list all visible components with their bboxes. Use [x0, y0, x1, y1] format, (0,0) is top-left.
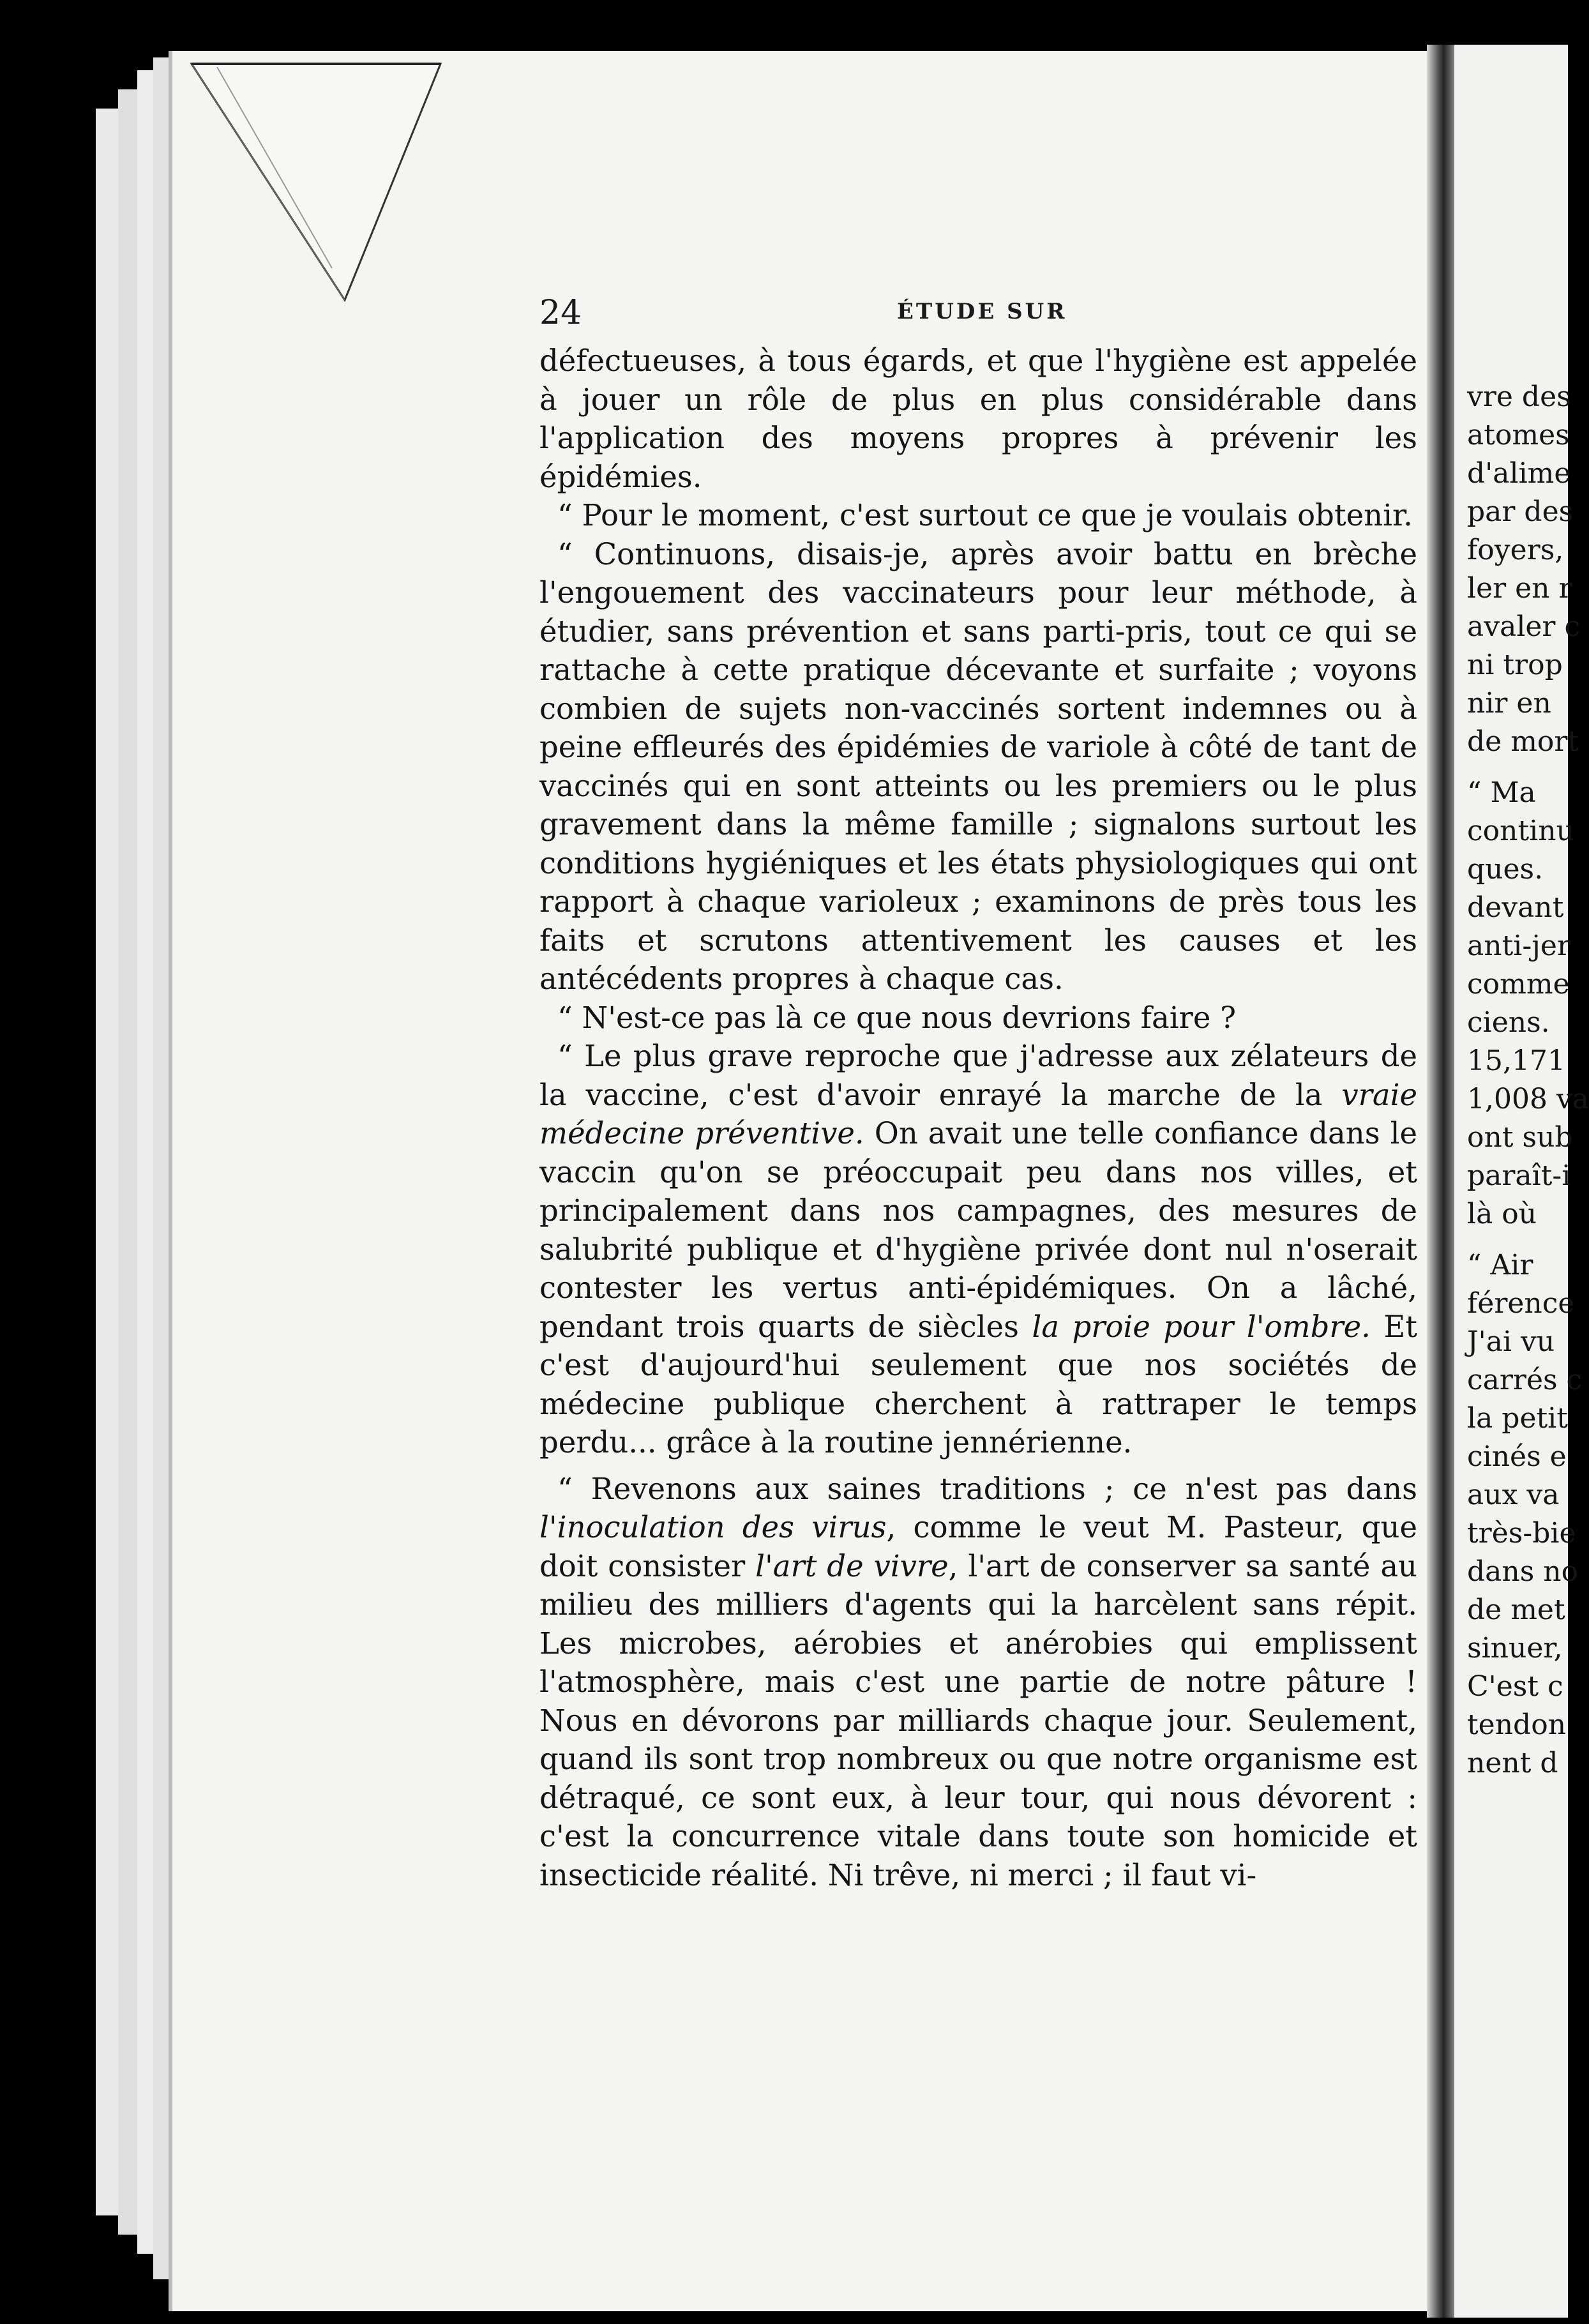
right-page-text-fragments	[1467, 378, 1589, 1783]
folded-corner-icon	[0, 0, 485, 332]
right-page-line: atomes	[1467, 419, 1570, 451]
paragraph-text: On avait une telle confiance dans le vaccin qu'on se préoccupait peu dans nos villes, et principalement dans nos campagnes, des mesures de salubrité publique et d'hygiène privée dont nul n'oserait contester les vertus anti-épidémiques. On a lâché, pendant trois quarts de siècles	[539, 1116, 1417, 1344]
right-page-line: 1,008 va	[1467, 1083, 1589, 1115]
right-page-line: très-bie	[1467, 1517, 1576, 1550]
right-page-line: J'ai vu	[1467, 1325, 1555, 1358]
right-page-line: là où	[1467, 1198, 1537, 1230]
spacer	[1467, 761, 1576, 774]
right-page-line: carrés c	[1467, 1364, 1583, 1396]
right-page-line: dans no	[1467, 1555, 1579, 1588]
paragraph-text: “ Le plus grave reproche que j'adresse aux zélateurs de la vaccine, c'est d'avoir enrayé la marche de la	[539, 1039, 1417, 1112]
right-page-line: comme	[1467, 968, 1570, 1000]
right-page-line: ciens.	[1467, 1006, 1550, 1039]
right-page-line: “ Air	[1467, 1249, 1533, 1281]
paragraph-text: Et c'est d'aujourd'hui seulement que nos sociétés de médecine publique cherchent à rattraper le temps perdu... grâce à la routine jennérienne.	[539, 1309, 1417, 1460]
page-number: 24	[539, 294, 582, 332]
paragraph-text: , comme le veut M. Pasteur, que doit consister	[539, 1510, 1417, 1583]
right-page-line: nir en	[1467, 687, 1551, 720]
italic-text: l'inoculation des virus	[539, 1510, 887, 1544]
right-page-line: foyers,	[1467, 534, 1564, 566]
italic-text: vraie médecine préventive.	[539, 1077, 1417, 1151]
running-title: ÉTUDE SUR	[897, 299, 1067, 324]
right-page-line: d'alime	[1467, 457, 1571, 490]
paragraph-text: “ Revenons aux saines traditions ; ce n'est pas dans	[557, 1471, 1417, 1506]
right-page-line: “ Ma	[1467, 776, 1536, 809]
paragraph: défectueuses, à tous égards, et que l'hygiène est appelée à jouer un rôle de plus en plus considérable dans l'application des moyens propres à prévenir les épidémies.	[539, 343, 1417, 494]
italic-text: l'art de vivre	[755, 1548, 949, 1583]
paragraph	[539, 1470, 1417, 1895]
paragraph	[539, 1037, 1417, 1462]
spacer	[1467, 1234, 1576, 1246]
body-text	[539, 342, 1417, 1894]
right-page-line: ont sub	[1467, 1121, 1573, 1154]
paragraph-text: , l'art de conserver sa santé au milieu des milliers d'agents qui la harcèlent sans répit. Les microbes, aérobies et anérobies qui emplissent l'atmosphère, mais c'est une partie de notre pâture ! Nous en dévorons par milliards chaque jour. Seulement, quand ils sont trop nombreux ou que notre organisme est détraqué, ce sont eux, à leur tour, qui nous dévorent : c'est la concurrence vitale dans toute son homicide et insecticide réalité. Ni trêve, ni merci ; il faut vi-	[539, 1548, 1417, 1892]
right-page-line: devant	[1467, 891, 1564, 924]
right-page-line: par des	[1467, 495, 1574, 528]
right-page-line: nent d	[1467, 1747, 1558, 1779]
right-page-line: de met	[1467, 1594, 1565, 1626]
right-page-line: cinés e	[1467, 1440, 1567, 1473]
right-page-line: ni trop	[1467, 649, 1563, 681]
right-page-line: ques.	[1467, 853, 1544, 886]
right-page-line: vre des	[1467, 381, 1571, 413]
right-page-line: férence	[1467, 1287, 1575, 1320]
right-page-line: anti-jer	[1467, 930, 1570, 962]
right-page-line: aux va	[1467, 1479, 1560, 1511]
right-page-line: C'est c	[1467, 1670, 1563, 1703]
page-header	[539, 294, 1420, 338]
book-gutter	[1427, 45, 1455, 2318]
right-page-line: paraît-i	[1467, 1159, 1571, 1192]
paragraph: “ Continuons, disais-je, après avoir battu en brèche l'engouement des vaccinateurs pour leur méthode, à étudier, sans prévention et sans parti-pris, tout ce qui se rattache à cette pratique décevante et surfaite ; voyons combien de sujets non-vaccinés sortent indemnes ou à peine effleurés des épidémies de variole à côté de tant de vaccinés qui en sont atteints ou les premiers ou le plus gravement dans la même famille ; signalons surtout les conditions hygiéniques et les états physiologiques qui ont rapport à chaque varioleux ; examinons de près tous les faits et scrutons attentivement les causes et les antécédents propres à chaque cas.	[539, 536, 1417, 996]
right-page-line: la petit	[1467, 1402, 1568, 1435]
right-page-line: ler en r	[1467, 572, 1572, 605]
paragraph: “ N'est-ce pas là ce que nous devrions faire ?	[557, 1000, 1237, 1035]
right-page-line: sinuer,	[1467, 1632, 1563, 1664]
right-page-line: avaler c	[1467, 610, 1581, 643]
italic-text: la proie pour l'ombre.	[1032, 1309, 1371, 1344]
right-page-line: tendon	[1467, 1709, 1567, 1741]
right-page-line: continu	[1467, 815, 1574, 847]
right-page-line: 15,171	[1467, 1045, 1565, 1077]
paragraph: “ Pour le moment, c'est surtout ce que je voulais obtenir.	[557, 498, 1413, 532]
right-page-line: de mort	[1467, 725, 1579, 758]
